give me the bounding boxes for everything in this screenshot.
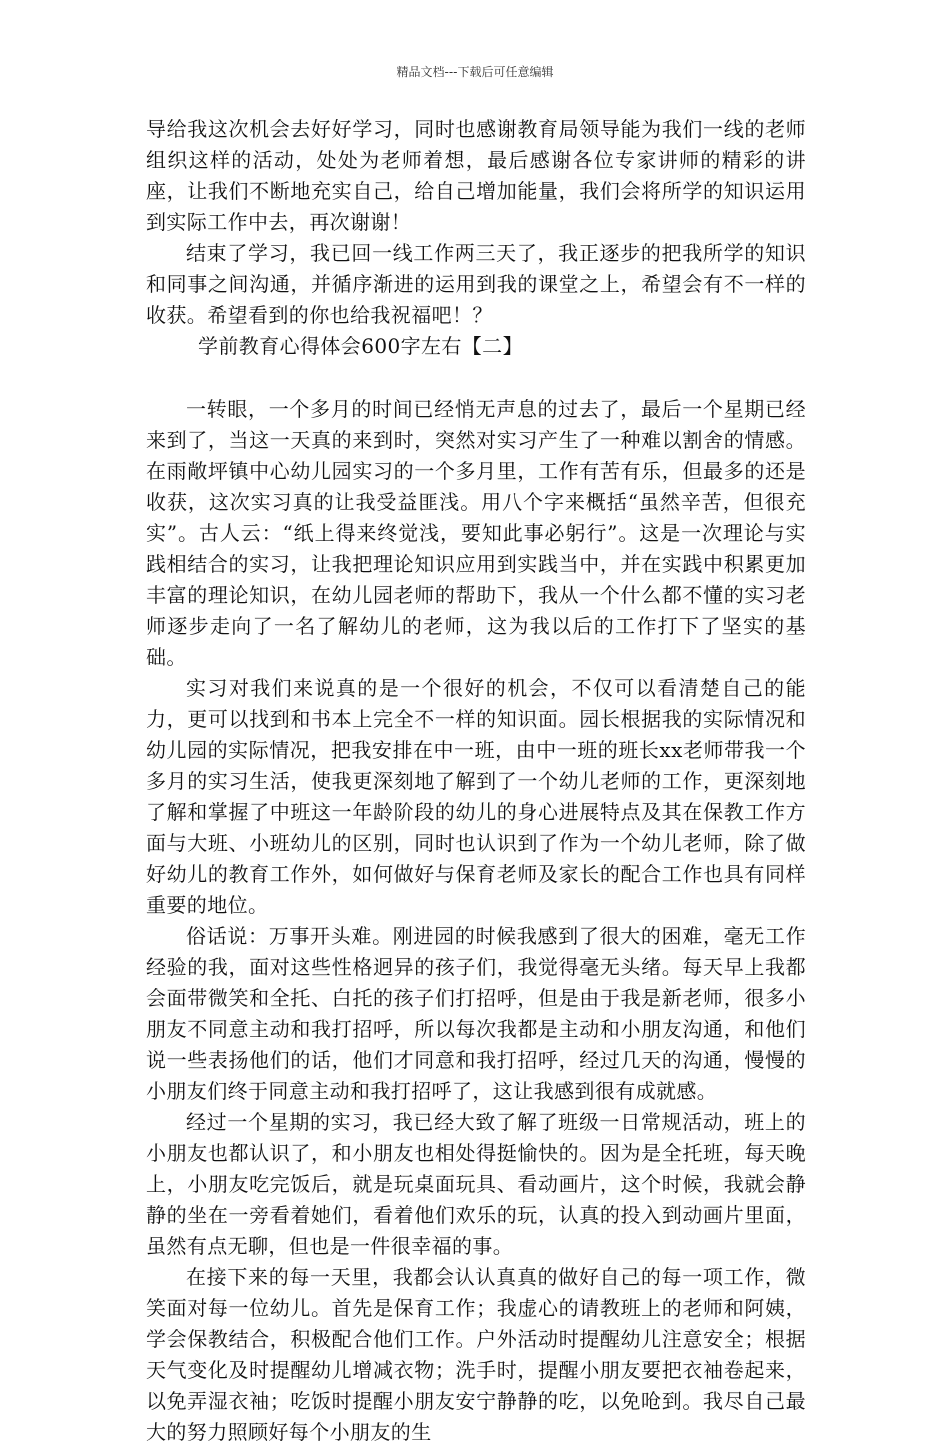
paragraph-5: 在接下来的每一天里，我都会认认真真的做好自己的每一项工作，微笑面对每一位幼儿。首先是保育工作；我虚心的请教班上的老师和阿姨，学会保教结合，积极配合他们工作。户外活动时提醒幼儿注意安全；根据天气变化及时提醒幼儿增减衣物；洗手时，提醒小朋友要把衣袖卷起来，以免弄湿衣袖；吃饭时提醒小朋友安宁静静的吃，以免呛到。我尽自己最大的努力照顾好每个小朋友的生 [146, 1265, 806, 1444]
document-body [146, 114, 806, 1448]
paragraph-1: 一转眼，一个多月的时间已经悄无声息的过去了，最后一个星期已经来到了，当这一天真的来到时，突然对实习产生了一种难以割舍的情感。在雨敞坪镇中心幼儿园实习的一个多月里，工作有苦有乐，但最多的还是收获，这次实习真的让我受益匪浅。用八个字来概括“虽然辛苦，但很充实”。古人云：“纸上得来终觉浅，要知此事必躬行”。这是一次理论与实践相结合的实习，让我把理论知识应用到实践当中，并在实践中积累更加丰富的理论知识，在幼儿园老师的帮助下，我从一个什么都不懂的实习老师逐步走向了一名了解幼儿的老师，这为我以后的工作打下了坚实的基础。 [146, 397, 806, 669]
paragraph-closing: 结束了学习，我已回一线工作两三天了，我正逐步的把我所学的知识和同事之间沟通，并循序渐进的运用到我的课堂之上，希望会有不一样的收获。希望看到的你也给我祝福吧！？ [146, 241, 806, 327]
paragraph-3: 俗话说：万事开头难。刚进园的时候我感到了很大的困难，毫无工作经验的我，面对这些性格迥异的孩子们，我觉得毫无头绪。每天早上我都会面带微笑和全托、白托的孩子们打招呼，但是由于我是新老师，很多小朋友不同意主动和我打招呼，所以每次我都是主动和小朋友沟通，和他们说一些表扬他们的话，他们才同意和我打招呼，经过几天的沟通，慢慢的小朋友们终于同意主动和我打招呼了，这让我感到很有成就感。 [146, 924, 806, 1103]
paragraph-2: 实习对我们来说真的是一个很好的机会，不仅可以看清楚自己的能力，更可以找到和书本上完全不一样的知识面。园长根据我的实际情况和幼儿园的实际情况，把我安排在中一班，由中一班的班长xx老师带我一个多月的实习生活，使我更深刻地了解到了一个幼儿老师的工作，更深刻地了解和掌握了中班这一年龄阶段的幼儿的身心进展特点及其在保教工作方面与大班、小班幼儿的区别，同时也认识到了作为一个幼儿老师，除了做好幼儿的教育工作外，如何做好与保育老师及家长的配合工作也具有同样重要的地位。 [146, 676, 806, 917]
paragraph-continued: 导给我这次机会去好好学习，同时也感谢教育局领导能为我们一线的老师组织这样的活动，处处为老师着想，最后感谢各位专家讲师的精彩的讲座，让我们不断地充实自己，给自己增加能量，我们会将所学的知识运用到实际工作中去，再次谢谢！ [146, 117, 806, 234]
paragraph-4: 经过一个星期的实习，我已经大致了解了班级一日常规活动，班上的小朋友也都认识了，和小朋友也相处得挺愉快的。因为是全托班，每天晚上，小朋友吃完饭后，就是玩桌面玩具、看动画片，这个时候，我就会静静的坐在一旁看着她们，看着他们欢乐的玩，认真的投入到动画片里面，虽然有点无聊，但也是一件很幸福的事。 [146, 1110, 806, 1258]
blank-line [146, 362, 806, 394]
page-header: 精品文档---下载后可任意编辑 [396, 65, 554, 79]
section-title: 学前教育心得体会600字左右【二】 [198, 334, 523, 358]
